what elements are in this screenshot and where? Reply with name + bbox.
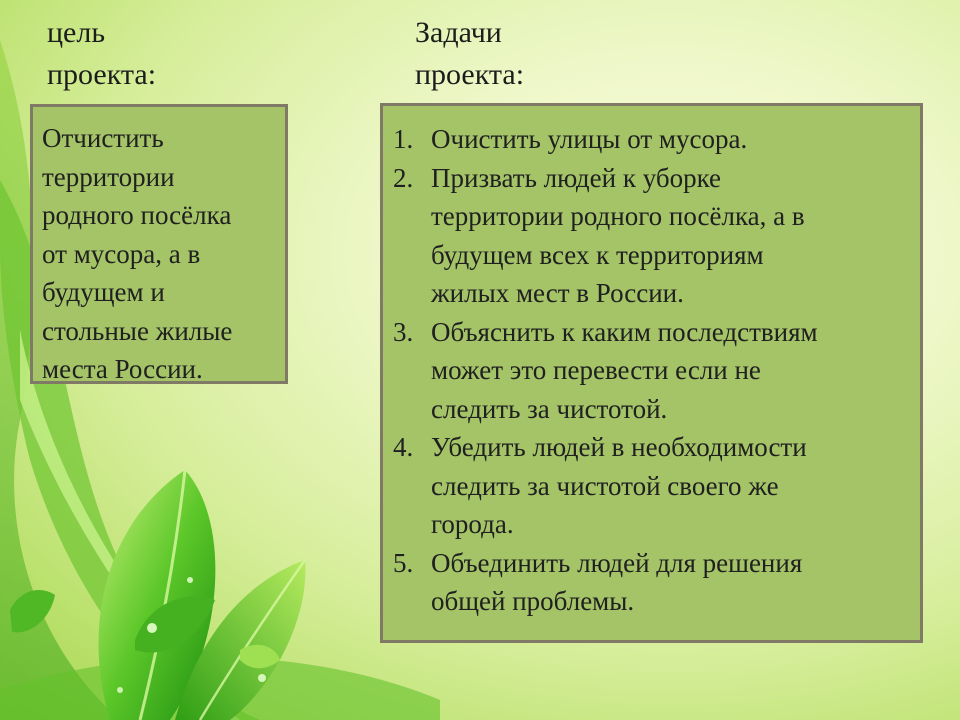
task-line: Объединить людей для решения: [431, 547, 803, 578]
goal-text-line: места России.: [42, 354, 203, 384]
task-line: общей проблемы.: [431, 586, 635, 616]
task-line: может это перевести если не: [431, 355, 761, 385]
task-line: будущем всех к территориям: [431, 239, 764, 270]
goal-heading: [47, 12, 156, 96]
goal-text-line: от мусора, а в: [42, 238, 201, 269]
tasks-heading: [415, 12, 524, 96]
goal-text-line: родного посёлка: [42, 200, 232, 230]
task-item: [393, 120, 910, 159]
goal-text-line: будущем и: [42, 277, 165, 307]
task-number: 3.: [393, 316, 414, 347]
task-line: Объяснить к каким последствиям: [431, 316, 818, 347]
task-line: города.: [431, 509, 514, 539]
task-item: [393, 313, 910, 429]
task-number: 4.: [393, 432, 414, 462]
task-item: [393, 159, 910, 313]
task-number: 1.: [393, 124, 414, 154]
task-line: жилых мест в России.: [431, 278, 684, 308]
tasks-heading-line: проекта:: [415, 58, 525, 91]
task-item: [393, 544, 910, 621]
tasks-panel: [380, 103, 923, 643]
goal-heading-line: проекта:: [47, 58, 157, 91]
goal-text-line: территории: [42, 161, 175, 192]
goal-panel: [30, 104, 288, 384]
goal-text-line: стольные жилые: [42, 315, 233, 346]
goal-heading-line: цель: [47, 16, 106, 49]
tasks-heading-line: Задачи: [415, 16, 502, 49]
task-number: 2.: [393, 162, 414, 193]
task-line: следить за чистотой.: [431, 393, 668, 424]
task-line: Убедить людей в необходимости: [431, 432, 807, 462]
task-line: Очистить улицы от мусора.: [431, 124, 748, 154]
task-line: Призвать людей к уборке: [431, 162, 722, 193]
task-line: следить за чистотой своего же: [431, 470, 779, 501]
task-number: 5.: [393, 547, 414, 578]
task-line: территории родного посёлка, а в: [431, 201, 805, 231]
task-item: [393, 428, 910, 544]
goal-text-line: Отчистить: [42, 123, 164, 153]
